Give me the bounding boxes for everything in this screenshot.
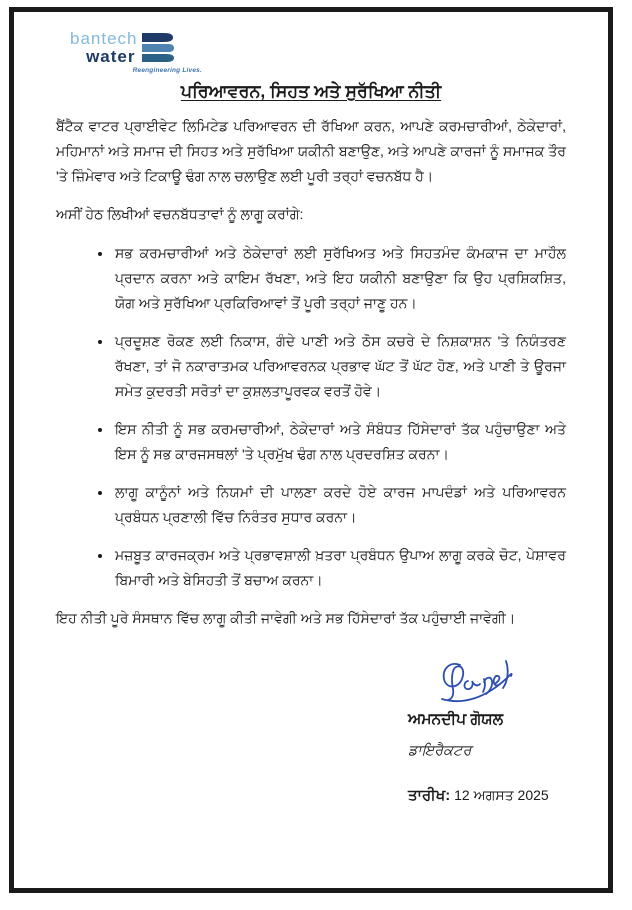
document-content	[14, 12, 608, 805]
list-item: ਸਭ ਕਰਮਚਾਰੀਆਂ ਅਤੇ ਠੇਕੇਦਾਰਾਂ ਲਈ ਸੁਰੱਖਿਅਤ ਅਤੇ ਸਿਹਤਮੰਦ ਕੰਮਕਾਜ ਦਾ ਮਾਹੌਲ ਪ੍ਰਦਾਨ ਕਰਨਾ ਅਤੇ ਕਾਇਮ ਰੱਖਣਾ, ਅਤੇ ਇਹ ਯਕੀਨੀ ਬਣਾਉਣਾ ਕਿ ਉਹ ਪ੍ਰਸ਼ਿਕਸ਼ਿਤ, ਯੋਗ ਅਤੇ ਸੁਰੱਖਿਆ ਪ੍ਰਕਿਰਿਆਵਾਂ ਤੋਂ ਪੂਰੀ ਤਰ੍ਹਾਂ ਜਾਣੂ ਹਨ।	[96, 241, 566, 316]
document-page	[9, 7, 613, 893]
logo-text-bantech: bantech	[70, 29, 138, 48]
signature-date	[408, 786, 549, 806]
signatory-role: ਡਾਇਰੈਕਟਰ	[408, 742, 472, 759]
handwritten-signature	[434, 655, 516, 707]
list-item: ਪ੍ਰਦੂਸ਼ਣ ਰੋਕਣ ਲਈ ਨਿਕਾਸ, ਗੰਦੇ ਪਾਣੀ ਅਤੇ ਠੋਸ ਕਚਰੇ ਦੇ ਨਿਸ਼ਕਾਸ਼ਨ 'ਤੇ ਨਿਯੰਤਰਣ ਰੱਖਣਾ, ਤਾਂ ਜੋ ਨਕਾਰਾਤਮਕ ਪਰਿਆਵਰਨਕ ਪ੍ਰਭਾਵ ਘੱਟ ਤੋਂ ਘੱਟ ਹੋਣ, ਅਤੇ ਪਾਣੀ ਤੇ ਊਰਜਾ ਸਮੇਤ ਕੁਦਰਤੀ ਸਰੋਤਾਂ ਦਾ ਕੁਸ਼ਲਤਾਪੂਰਵਕ ਵਰਤੋਂ ਹੋਵੇ।	[96, 329, 566, 404]
signatory-name: ਅਮਨਦੀਪ ਗੋਯਲ	[408, 711, 504, 728]
company-logo	[70, 30, 202, 74]
intro-paragraph: ਬੈਂਟੈਕ ਵਾਟਰ ਪ੍ਰਾਈਵੇਟ ਲਿਮਿਟੇਡ ਪਰਿਆਵਰਨ ਦੀ ਰੱਖਿਆ ਕਰਨ, ਆਪਣੇ ਕਰਮਚਾਰੀਆਂ, ਠੇਕੇਦਾਰਾਂ, ਮਹਿਮਾਨਾਂ ਅਤੇ ਸਮਾਜ ਦੀ ਸਿਹਤ ਅਤੇ ਸੁਰੱਖਿਆ ਯਕੀਨੀ ਬਣਾਉਣ, ਅਤੇ ਆਪਣੇ ਕਾਰਜਾਂ ਨੂੰ ਸਮਾਜਕ ਤੌਰ 'ਤੇ ਜ਼ਿੰਮੇਵਾਰ ਅਤੇ ਟਿਕਾਊ ਢੰਗ ਨਾਲ ਚਲਾਉਣ ਲਈ ਪੂਰੀ ਤਰ੍ਹਾਂ ਵਚਨਬੱਧ ਹੈ।	[56, 118, 566, 184]
list-item: ਇਸ ਨੀਤੀ ਨੂੰ ਸਭ ਕਰਮਚਾਰੀਆਂ, ਠੇਕੇਦਾਰਾਂ ਅਤੇ ਸੰਬੰਧਤ ਹਿੱਸੇਦਾਰਾਂ ਤੱਕ ਪਹੁੰਚਾਉਣਾ ਅਤੇ ਇਸ ਨੂੰ ਸਭ ਕਾਰਜਸਥਲਾਂ 'ਤੇ ਪ੍ਰਮੁੱਖ ਢੰਗ ਨਾਲ ਪ੍ਰਦਰਸ਼ਿਤ ਕਰਨਾ।	[96, 417, 566, 467]
water-flag-b-icon	[140, 32, 174, 64]
commitments-list	[56, 241, 566, 593]
closing-paragraph: ਇਹ ਨੀਤੀ ਪੂਰੇ ਸੰਸਥਾਨ ਵਿੱਚ ਲਾਗੂ ਕੀਤੀ ਜਾਵੇਗੀ ਅਤੇ ਸਭ ਹਿੱਸੇਦਾਰਾਂ ਤੱਕ ਪਹੁੰਚਾਈ ਜਾਵੇਗੀ।	[56, 610, 516, 626]
date-label: ਤਾਰੀਖ:	[408, 786, 451, 804]
signature-block	[408, 655, 566, 805]
date-value: 12 ਅਗਸਤ 2025	[454, 786, 549, 803]
logo-text-water: water	[86, 47, 136, 66]
commitments-lead: ਅਸੀਂ ਹੇਠ ਲਿਖੀਆਂ ਵਚਨਬੱਧਤਾਵਾਂ ਨੂੰ ਲਾਗੂ ਕਰਾਂਗੇ:	[56, 206, 304, 222]
logo-tagline: Reengineering Lives.	[132, 67, 202, 74]
list-item: ਲਾਗੂ ਕਾਨੂੰਨਾਂ ਅਤੇ ਨਿਯਮਾਂ ਦੀ ਪਾਲਣਾ ਕਰਦੇ ਹੋਏ ਕਾਰਜ ਮਾਪਦੰਡਾਂ ਅਤੇ ਪਰਿਆਵਰਨ ਪ੍ਰਬੰਧਨ ਪ੍ਰਣਾਲੀ ਵਿੱਚ ਨਿਰੰਤਰ ਸੁਧਾਰ ਕਰਨਾ।	[96, 480, 566, 530]
page-title-text: ਪਰਿਆਵਰਨ, ਸਿਹਤ ਅਤੇ ਸੁਰੱਖਿਆ ਨੀਤੀ	[180, 81, 442, 101]
list-item: ਮਜ਼ਬੂਤ ਕਾਰਜਕ੍ਰਮ ਅਤੇ ਪ੍ਰਭਾਵਸ਼ਾਲੀ ਖ਼ਤਰਾ ਪ੍ਰਬੰਧਨ ਉਪਾਅ ਲਾਗੂ ਕਰਕੇ ਚੋਟ, ਪੇਸ਼ਾਵਰ ਬਿਮਾਰੀ ਅਤੇ ਬੇਸਿਹਤੀ ਤੋਂ ਬਚਾਅ ਕਰਨਾ।	[96, 543, 566, 593]
page-title	[56, 81, 566, 102]
